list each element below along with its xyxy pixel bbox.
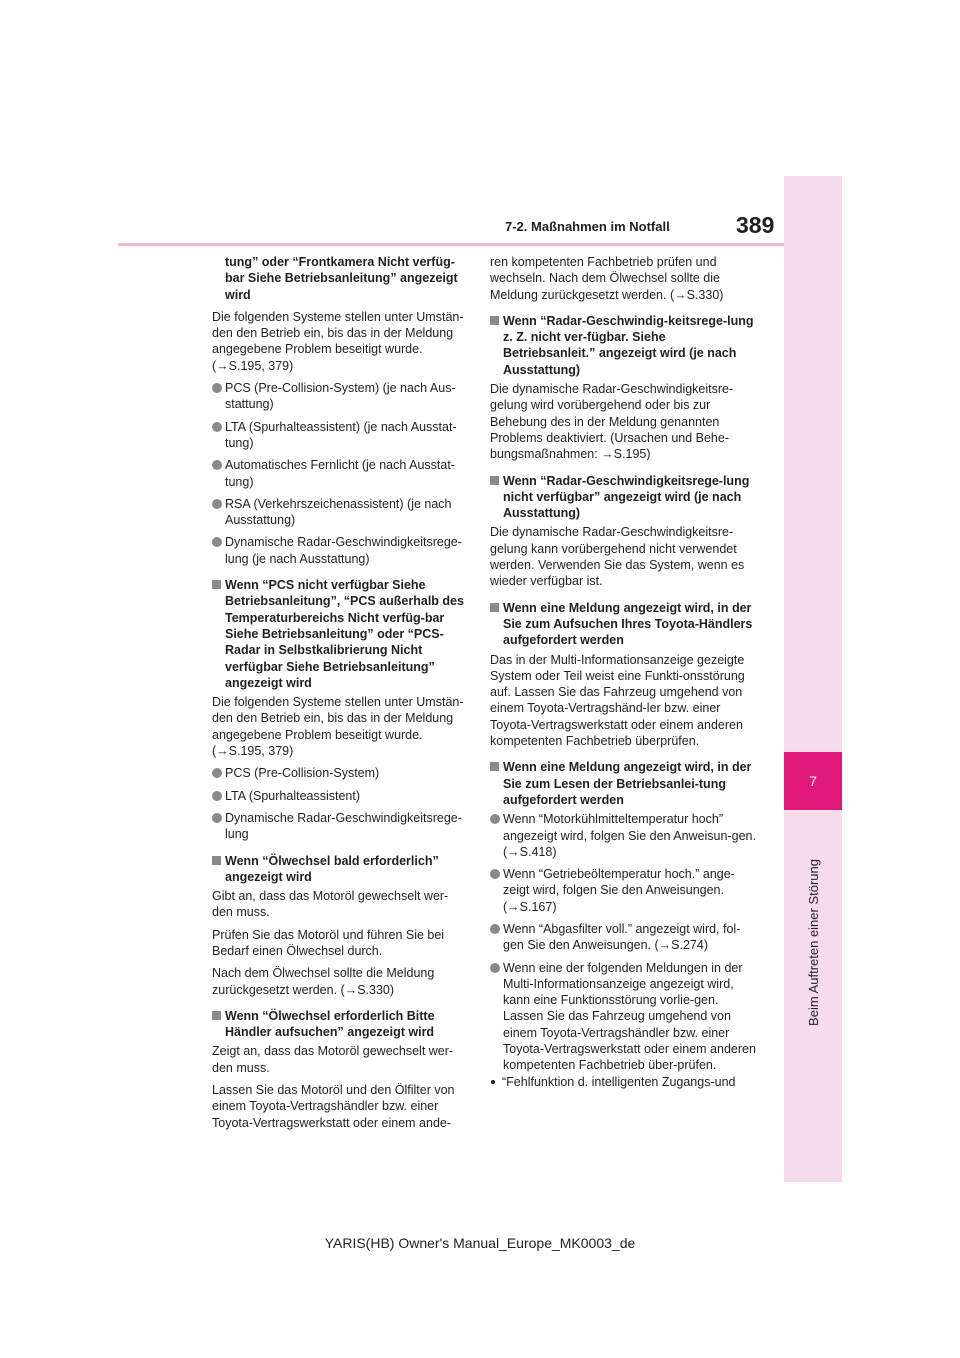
chapter-number-tab: [784, 752, 842, 810]
chapter-title: Beim Auftreten einer Störung: [805, 858, 821, 1026]
list-item-text: Wenn “Abgasfilter voll.” angezeigt wird, fol-gen Sie den Anweisungen. (→S.274): [503, 921, 741, 953]
list-item: [212, 419, 468, 452]
bullet-circle-icon: [212, 383, 222, 393]
heading-text: Wenn “Ölwechsel bald erforderlich” angezeigt wird: [225, 853, 439, 884]
bullet-circle-icon: [212, 422, 222, 432]
bullet-circle-icon: [490, 924, 500, 934]
list-item: [212, 765, 468, 781]
bullet-circle-icon: [212, 813, 222, 823]
bullet-circle-icon: [212, 460, 222, 470]
paragraph: Die folgenden Systeme stellen unter Umstän-den den Betrieb ein, bis das in der Meldung angegebene Problem beseitigt wurde. (→S.195, 379): [212, 309, 464, 373]
section-title: 7-2. Maßnahmen im Notfall: [505, 219, 670, 234]
list-item-text: PCS (Pre-Collision-System): [225, 766, 380, 781]
paragraph: Prüfen Sie das Motoröl und führen Sie bei Bedarf einen Ölwechsel durch.: [212, 927, 445, 958]
heading-continued: tung” oder “Frontkamera Nicht verfüg-bar Siehe Betriebsanleitung” angezeigt wird: [225, 255, 458, 302]
list-item-text: LTA (Spurhalteassistent): [225, 788, 361, 803]
footer-manual-id: YARIS(HB) Owner's Manual_Europe_MK0003_de: [324, 1235, 636, 1251]
list-item: [490, 960, 758, 1074]
bullet-dot-icon: [491, 1080, 495, 1084]
paragraph: Gibt an, dass das Motoröl gewechselt wer-den muss.: [212, 889, 449, 920]
paragraph: Das in der Multi-Informationsanzeige gezeigte System oder Teil weist eine Funkti-onsstörung auf. Lassen Sie das Fahrzeug umgehend von einem Toyota-Vertragshänd-ler bzw. einer Toyota-Vertragswerkstatt oder einem anderen kompetenten Fachbetrieb überprüfen.: [490, 652, 745, 749]
heading-square-icon: [212, 580, 221, 589]
section-heading: [490, 759, 758, 808]
list-item: [212, 788, 468, 804]
heading-square-icon: [490, 316, 499, 325]
list-item-text: Dynamische Radar-Geschwindigkeitsrege-lung (je nach Ausstattung): [225, 535, 462, 566]
sub-list-item-text: “Fehlfunktion d. intelligenten Zugangs-und: [502, 1074, 736, 1089]
list-item-text: Automatisches Fernlicht (je nach Ausstat-tung): [225, 458, 455, 489]
section-heading: [212, 1008, 468, 1041]
list-item: [212, 496, 468, 529]
paragraph: Die folgenden Systeme stellen unter Umstän-den den Betrieb ein, bis das in der Meldung angegebene Problem beseitigt wurde. (→S.195, 379): [212, 695, 464, 759]
bullet-circle-icon: [212, 768, 222, 778]
heading-square-icon: [490, 603, 499, 612]
header-rule: [118, 243, 784, 246]
bullet-circle-icon: [212, 791, 222, 801]
list-item: [212, 380, 468, 413]
list-item-text: PCS (Pre-Collision-System) (je nach Aus-stattung): [225, 381, 456, 412]
section-heading: [490, 600, 758, 649]
heading-text: Wenn “PCS nicht verfügbar Siehe Betriebsanleitung”, “PCS außerhalb des Temperaturbereichs Nicht verfüg-bar Siehe Betriebsanleitung” oder “PCS-Radar in Selbstkalibrierung Nicht verfügbar Siehe Betriebsanleitung” angezeigt wird: [225, 578, 464, 690]
list-item: [212, 810, 468, 843]
list-item-text: Wenn “Getriebeöltemperatur hoch.” ange-zeigt wird, folgen Sie den Anweisungen. (→S.167): [503, 867, 735, 914]
heading-text: Wenn “Ölwechsel erforderlich Bitte Händler aufsuchen” angezeigt wird: [225, 1008, 435, 1040]
heading-text: Wenn eine Meldung angezeigt wird, in der Sie zum Lesen der Betriebsanlei-tung aufgefordert werden: [503, 760, 752, 807]
left-column: [212, 254, 468, 1137]
section-heading: [490, 473, 758, 522]
section-heading: [490, 313, 758, 378]
chapter-title-label: [784, 812, 842, 1072]
sub-list-item: [490, 1074, 758, 1090]
right-column: [490, 254, 758, 1090]
heading-square-icon: [212, 856, 221, 865]
paragraph: Die dynamische Radar-Geschwindigkeitsre-gelung kann vorübergehend nicht verwendet werden. Verwenden Sie das System, wenn es wieder verfügbar ist.: [490, 525, 745, 589]
heading-text: Wenn “Radar-Geschwindigkeitsrege-lung nicht verfügbar” angezeigt wird (je nach Ausstattung): [503, 473, 750, 521]
paragraph: Nach dem Ölwechsel sollte die Meldung zurückgesetzt werden. (→S.330): [212, 966, 435, 997]
list-item: [212, 534, 468, 567]
paragraph: ren kompetenten Fachbetrieb prüfen und wechseln. Nach dem Ölwechsel sollte die Meldung zurückgesetzt werden. (→S.330): [490, 255, 724, 302]
heading-square-icon: [212, 1011, 221, 1020]
bullet-circle-icon: [490, 963, 500, 973]
section-heading: [212, 853, 468, 886]
list-item: [490, 811, 758, 860]
paragraph: Zeigt an, dass das Motoröl gewechselt wer-den muss.: [212, 1044, 454, 1075]
heading-text: Wenn eine Meldung angezeigt wird, in der Sie zum Aufsuchen Ihres Toyota-Händlers aufgefordert werden: [503, 600, 753, 648]
list-item-text: LTA (Spurhalteassistent) (je nach Ausstat-tung): [225, 419, 457, 450]
bullet-circle-icon: [490, 869, 500, 879]
section-heading: [212, 577, 468, 691]
paragraph: Lassen Sie das Motoröl und den Ölfilter von einem Toyota-Vertragshändler bzw. einer Toyota-Vertragswerkstatt oder einem ande-: [212, 1083, 455, 1130]
page-number: 389: [736, 212, 775, 238]
list-item-text: RSA (Verkehrszeichenassistent) (je nach Ausstattung): [225, 496, 452, 528]
bullet-circle-icon: [212, 537, 222, 547]
list-item: [490, 866, 758, 915]
chapter-number: 7: [809, 773, 817, 789]
heading-square-icon: [490, 476, 499, 485]
list-item-text: Wenn “Motorkühlmitteltemperatur hoch” angezeigt wird, folgen Sie den Anweisun-gen. (→S.418): [503, 812, 756, 859]
heading-square-icon: [490, 762, 499, 771]
bullet-circle-icon: [212, 499, 222, 509]
paragraph: Die dynamische Radar-Geschwindigkeitsre-gelung wird vorübergehend oder bis zur Behebung des in der Meldung genannten Problems deaktiviert. (Ursachen und Behe-bungsmaßnahmen: →S.195): [490, 382, 734, 462]
list-item-text: Wenn eine der folgenden Meldungen in der Multi-Informationsanzeige angezeigt wird, kann eine Funktionsstörung vorlie-gen. Lassen Sie das Fahrzeug umgehend von einem Toyota-Vertragshändler bzw. einer Toyota-Vertragswerkstatt oder einem anderen kompetenten Fachbetrieb über-prüfen.: [503, 960, 756, 1073]
heading-text: Wenn “Radar-Geschwindig-keitsrege-lung z. Z. nicht ver-fügbar. Siehe Betriebsanleit.” angezeigt wird (je nach Ausstattung): [503, 313, 754, 377]
list-item-text: Dynamische Radar-Geschwindigkeitsrege-lung: [225, 810, 462, 842]
list-item: [490, 921, 758, 954]
list-item: [212, 457, 468, 490]
bullet-circle-icon: [490, 814, 500, 824]
